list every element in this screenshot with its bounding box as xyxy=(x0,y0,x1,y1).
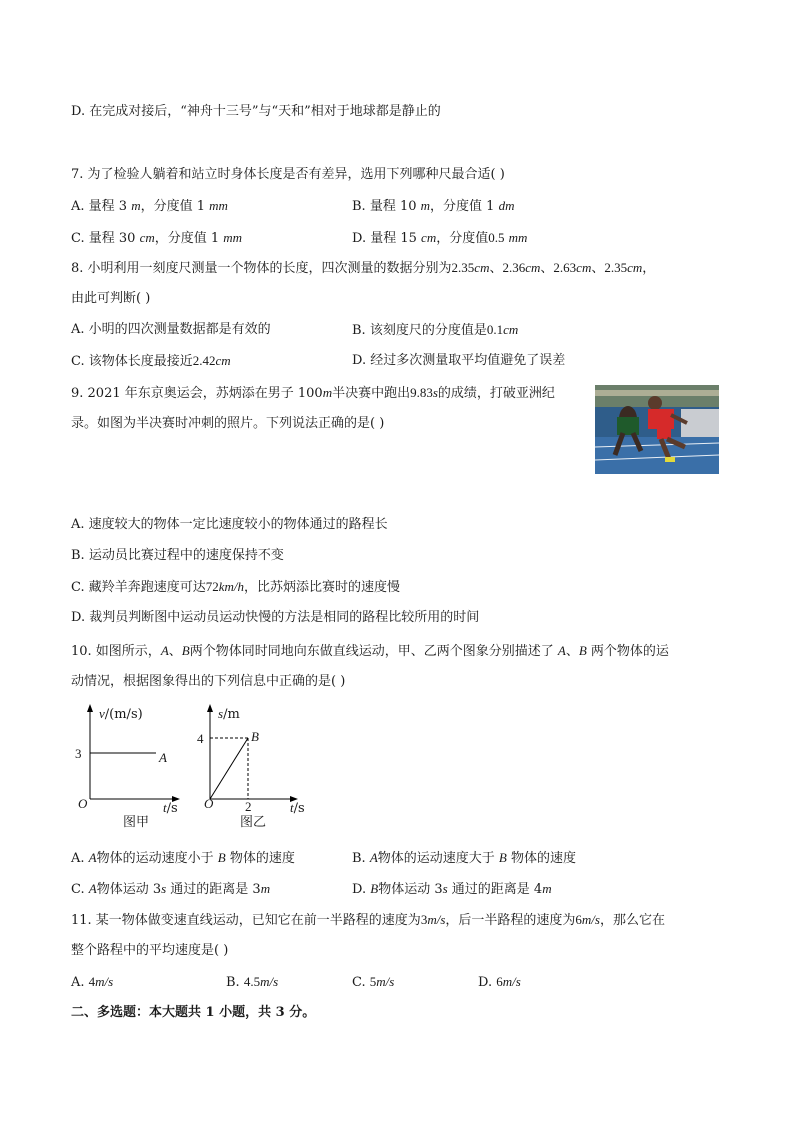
q8-option-c: C. 该物体长度最接近2.42cm xyxy=(71,353,231,369)
q9-option-b: B. 运动员比赛过程中的速度保持不变 xyxy=(71,548,284,563)
q7-option-b: B. 量程 10 m，分度值 1 dm xyxy=(352,198,515,214)
graph-yi xyxy=(196,704,316,830)
graph-yi-tick-2: 2 xyxy=(245,799,252,814)
q8-stem-line2: 由此可判断( ) xyxy=(71,291,151,306)
q7-stem: 7. 为了检验人躺着和站立时身体长度是否有差异，选用下列哪种尺最合适( ) xyxy=(71,167,505,182)
q7-option-d: D. 量程 15 cm，分度值0.5 mm xyxy=(352,230,528,246)
graph-yi-y-arrow xyxy=(207,704,213,712)
q7-option-c: C. 量程 30 cm，分度值 1 mm xyxy=(71,230,243,246)
q9-option-d: D. 裁判员判断图中运动员运动快慢的方法是相同的路程比较所用的时间 xyxy=(71,610,480,625)
q8-option-b: B. 该刻度尺的分度值是0.1cm xyxy=(352,322,519,338)
q9-option-c: C. 藏羚羊奔跑速度可达72km/h，比苏炳添比赛时的速度慢 xyxy=(71,579,401,595)
q8-option-d: D. 经过多次测量取平均值避免了误差 xyxy=(352,353,566,368)
q10-option-c: C. A物体运动 3s 通过的距离是 3m xyxy=(71,881,271,897)
graph-yi-origin: O xyxy=(204,796,214,811)
q10-stem-line1: 10. 如图所示，A、B两个物体同时同地向东做直线运动，甲、乙两个图象分别描述了 A、B 两个物体的运 xyxy=(71,643,669,659)
graph-jia-y-arrow xyxy=(87,704,93,712)
sprint-photo-image xyxy=(595,385,719,474)
q11-stem-line1: 11. 某一物体做变速直线运动，已知它在前一半路程的速度为3m/s，后一半路程的速度为6m/s，那么它在 xyxy=(71,912,665,928)
q11-stem-line2: 整个路程中的平均速度是( ) xyxy=(71,943,229,958)
graph-jia-ylabel: v/(m/s) xyxy=(99,706,143,722)
q9-option-a: A. 速度较大的物体一定比速度较小的物体通过的路程长 xyxy=(71,517,388,532)
graph-yi-caption: 图乙 xyxy=(240,815,267,830)
q6-option-d: D. 在完成对接后，“神舟十三号”与“天和”相对于地球都是静止的 xyxy=(71,104,441,119)
graph-yi-curve-label: B xyxy=(251,729,259,744)
graph-jia-tick-3: 3 xyxy=(75,746,82,761)
graph-yi-line-b xyxy=(210,738,248,799)
q10-option-d: D. B物体运动 3s 通过的距离是 4m xyxy=(352,881,552,897)
q11-option-c: C. 5m/s xyxy=(352,974,395,990)
graph-jia-caption: 图甲 xyxy=(123,815,150,830)
graph-jia-xlabel: t/s xyxy=(163,800,178,816)
q11-option-a: A. 4m/s xyxy=(71,974,114,990)
graph-jia-curve-label: A xyxy=(159,750,167,765)
graph-yi-tick-4: 4 xyxy=(197,731,204,746)
q10-option-a: A. A物体的运动速度小于 B 物体的速度 xyxy=(71,850,295,866)
q9-stem-line1: 9. 2021 年东京奥运会，苏炳添在男子 100m半决赛中跑出9.83s的成绩，打破亚洲纪 xyxy=(71,385,555,401)
sprint-photo xyxy=(595,385,719,474)
section-2-title: 二、多选题：本大题共 1 小题，共 3 分。 xyxy=(71,1005,316,1020)
q8-option-a: A. 小明的四次测量数据都是有效的 xyxy=(71,322,271,337)
q10-stem-line2: 动情况，根据图象得出的下列信息中正确的是( ) xyxy=(71,674,346,689)
graph-jia xyxy=(70,704,190,830)
q8-stem-line1: 8. 小明利用一刻度尺测量一个物体的长度，四次测量的数据分别为2.35cm、2.36cm、2.63cm、2.35cm， xyxy=(71,260,656,276)
graph-yi-svg xyxy=(196,704,316,809)
graph-jia-origin: O xyxy=(78,796,88,811)
q11-option-b: B. 4.5m/s xyxy=(226,974,279,990)
q10-option-b: B. A物体的运动速度大于 B 物体的速度 xyxy=(352,850,577,866)
q9-stem-line2: 录。如图为半决赛时冲刺的照片。下列说法正确的是( ) xyxy=(71,416,385,431)
graph-yi-xlabel: t/s xyxy=(290,800,305,816)
q7-option-a: A. 量程 3 m，分度值 1 mm xyxy=(71,198,228,214)
q11-option-d: D. 6m/s xyxy=(478,974,521,990)
graph-yi-ylabel: s/m xyxy=(218,706,240,722)
